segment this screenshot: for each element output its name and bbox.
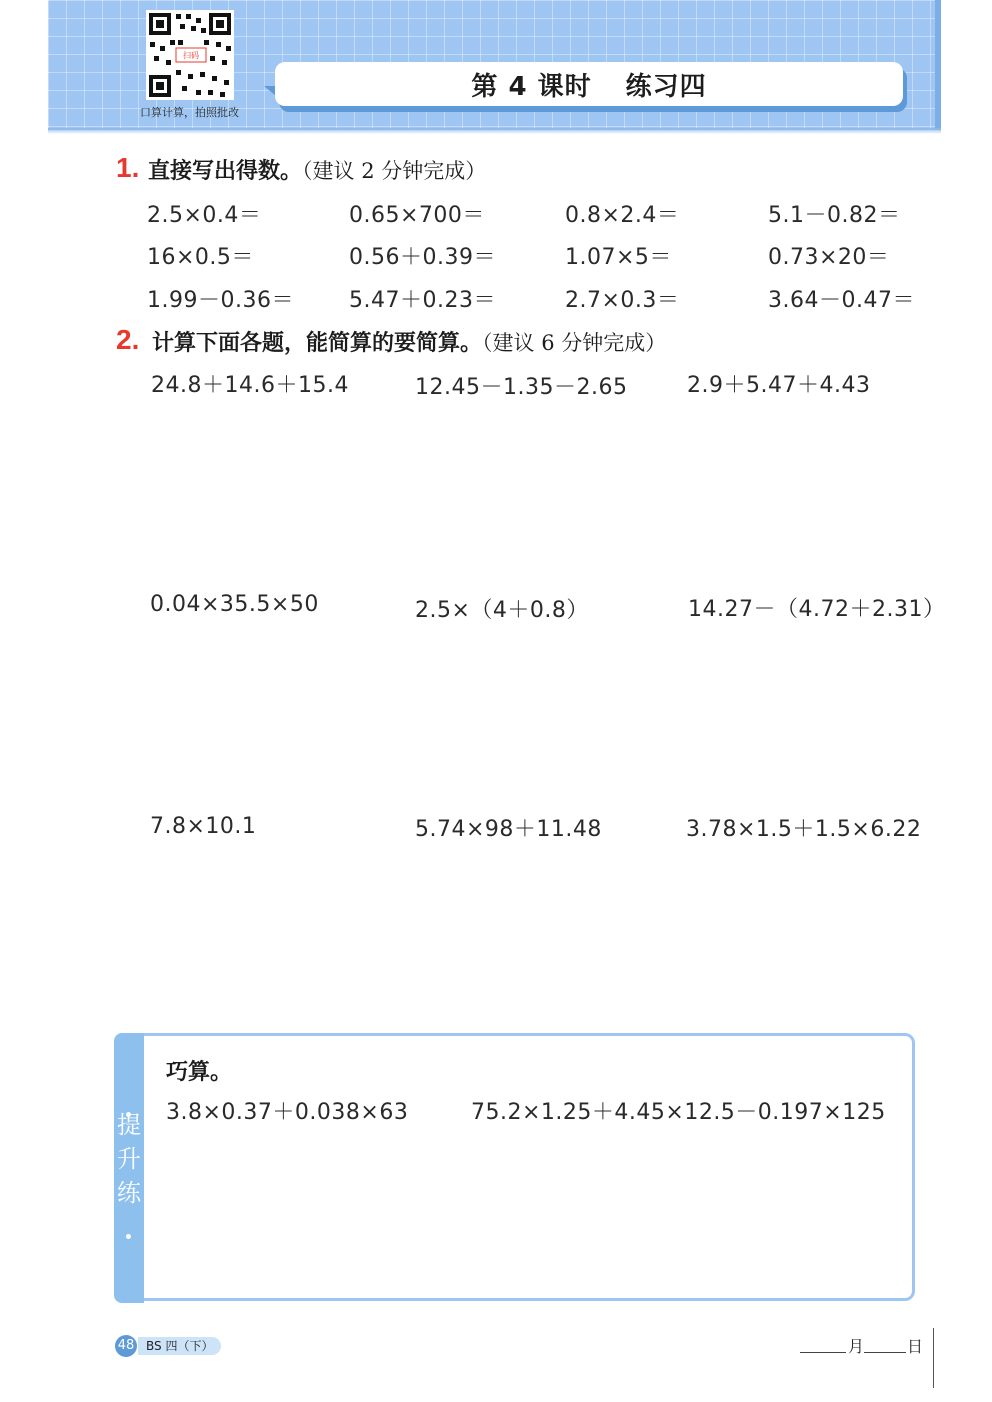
oral-calc-item: 2.5×0.4＝ <box>147 203 262 228</box>
page-title <box>275 62 903 106</box>
question-1-text: 直接写出得数。 <box>148 159 303 184</box>
question-1-number: 1. <box>116 152 140 183</box>
bonus-box <box>114 1033 915 1301</box>
oral-calc-item: 2.7×0.3＝ <box>565 288 680 313</box>
lesson-title: 练习四 <box>625 71 707 102</box>
day-label: 日 <box>907 1337 924 1356</box>
page-number: 48 <box>115 1335 137 1357</box>
oral-calc-item: 5.1－0.82＝ <box>768 203 901 228</box>
bonus-problem: 75.2×1.25＋4.45×12.5－0.197×125 <box>471 1100 886 1125</box>
question-2-prompt <box>152 326 666 357</box>
oral-calc-item: 5.47＋0.23＝ <box>349 288 496 313</box>
question-1-hint: （建议 2 分钟完成） <box>302 159 487 183</box>
calc-problem: 3.78×1.5＋1.5×6.22 <box>686 817 922 842</box>
bonus-tab-char: 升 <box>117 1145 141 1173</box>
bonus-tab-char: 练 <box>117 1179 141 1207</box>
edition-label: BS 四（下） <box>138 1337 221 1355</box>
page-edge-rule <box>933 1328 934 1388</box>
calc-problem: 2.5×（4＋0.8） <box>415 598 589 623</box>
calc-problem: 0.04×35.5×50 <box>150 592 319 617</box>
question-2-hint: （建议 6 分钟完成） <box>482 331 667 355</box>
bonus-tab-label <box>114 1108 144 1210</box>
question-2-text: 计算下面各题，能简算的要简算。 <box>152 331 483 356</box>
calc-problem: 14.27－（4.72＋2.31） <box>688 597 946 622</box>
oral-calc-item: 0.8×2.4＝ <box>565 203 680 228</box>
month-label: 月 <box>848 1337 865 1356</box>
calc-problem: 2.9＋5.47＋4.43 <box>687 373 871 398</box>
oral-calc-item: 3.64－0.47＝ <box>768 288 915 313</box>
oral-calc-item: 1.99－0.36＝ <box>147 288 294 313</box>
bonus-tab-dot <box>126 1234 131 1239</box>
bonus-tab-char: 提 <box>117 1111 141 1139</box>
calc-problem: 24.8＋14.6＋15.4 <box>151 373 349 398</box>
oral-calc-item: 0.73×20＝ <box>768 245 890 270</box>
oral-calc-item: 1.07×5＝ <box>565 245 672 270</box>
calc-problem: 12.45－1.35－2.65 <box>415 375 628 400</box>
qr-badge: 扫码 <box>183 51 199 60</box>
bonus-problem: 3.8×0.37＋0.038×63 <box>166 1100 409 1125</box>
lesson-label: 第 4 课时 <box>471 71 592 102</box>
month-blank <box>800 1352 846 1353</box>
calc-problem: 5.74×98＋11.48 <box>415 817 602 842</box>
day-blank <box>864 1352 906 1353</box>
qr-caption: 口算计算，拍照批改 <box>140 106 239 119</box>
oral-calc-item: 16×0.5＝ <box>147 245 254 270</box>
oral-calc-item: 0.65×700＝ <box>349 203 485 228</box>
oral-calc-item: 0.56＋0.39＝ <box>349 245 496 270</box>
question-2-number: 2. <box>116 324 140 355</box>
calc-problem: 7.8×10.1 <box>150 814 257 839</box>
question-1-prompt <box>148 154 486 185</box>
bonus-title: 巧算。 <box>166 1060 233 1085</box>
header-banner-shadow <box>48 128 941 134</box>
